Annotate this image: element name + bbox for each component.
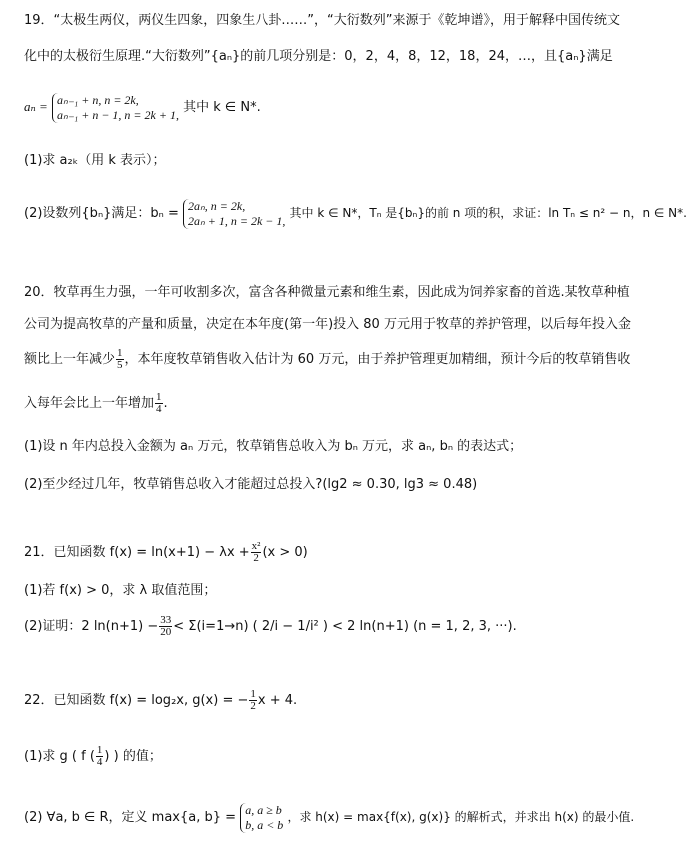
q22-max-case-1: a, a ≥ b <box>245 802 282 817</box>
q20-line-2: 公司为提高牧草的产量和质量，决定在本年度(第一年)投入 80 万元用于牧草的养护管理，以后每年投入金 <box>24 317 631 332</box>
q19-line-2: 化中的太极衍生原理.“大衍数列”{aₙ}的前几项分别是：0，2，4，8，12，18，24，…，且{aₙ}满足 <box>24 49 613 64</box>
q21-part-2-b: < Σ(i=1→n) ( 2/i − 1/i² ) < 2 ln(n+1) (n = 1, 2, 3, ···). <box>173 619 517 634</box>
q22-part-1 <box>24 742 162 772</box>
q22-line-1-a: 22．已知函数 f(x) = log₂x, g(x) = − <box>24 693 249 708</box>
q22-fraction-one-half <box>249 689 257 712</box>
q21-frac-num: x² <box>251 540 261 552</box>
q22-max-case-2: b, a < b <box>245 817 284 832</box>
q21-frac-den: 2 <box>253 552 259 564</box>
q20-fraction-one-quarter <box>155 392 163 415</box>
q20-line-3 <box>24 346 630 374</box>
q19-bn-case-odd: 2aₙ + 1, n = 2k − 1, <box>188 213 286 228</box>
q19-bn-case-even: 2aₙ, n = 2k, <box>188 198 246 213</box>
q20-line-4-a: 入每年会比上一年增加 <box>24 396 155 411</box>
q22-frac-num: 1 <box>250 688 256 700</box>
q19-recurrence <box>24 90 261 125</box>
q21-part-1: (1)若 f(x) > 0，求 λ 取值范围； <box>24 583 217 598</box>
q22-frac-den: 2 <box>250 700 256 712</box>
q19-line-1: 19．“太极生两仪，两仪生四象，四象生八卦……”，“大衍数列”来源于《乾坤谱》，用于解释中国传统文 <box>24 13 620 28</box>
q22-frac2-den: 4 <box>96 756 103 768</box>
q19-part-2-head: (2)设数列{bₙ}满足：bₙ = <box>24 206 179 221</box>
q21-part-2-a: (2)证明：2 ln(n+1) − <box>24 619 159 634</box>
q20-frac2-num: 1 <box>156 391 162 403</box>
q20-line-4-b: . <box>163 396 168 411</box>
q21-frac2-num: 33 <box>160 614 172 626</box>
q19-recurrence-lhs: aₙ = <box>24 99 48 114</box>
q22-max-cases <box>240 803 283 833</box>
q21-fraction-33-over-20 <box>159 615 172 638</box>
q21-line-1-a: 21．已知函数 f(x) = ln(x+1) − λx + <box>24 545 250 560</box>
q22-part-2 <box>24 800 634 835</box>
q22-frac2-num: 1 <box>96 744 103 756</box>
q21-part-2 <box>24 612 517 642</box>
q20-line-3-b: ，本年度牧草销售收入估计为 60 万元，由于养护管理更加精细，预计今后的牧草销售收 <box>124 352 631 367</box>
q21-fraction-x2-over-2 <box>251 541 262 564</box>
q20-part-1: (1)设 n 年内总投入金额为 aₙ 万元，牧草销售总收入为 bₙ 万元，求 aₙ, bₙ 的表达式； <box>24 439 523 454</box>
q19-case-even: aₙ₋₁ + n, n = 2k, <box>56 92 139 107</box>
q20-frac2-den: 4 <box>156 403 162 415</box>
q22-part-2-tail: ，求 h(x) = max{f(x), g(x)} 的解析式，并求出 h(x) 的最小值. <box>287 810 635 824</box>
q20-fraction-one-fifth <box>116 348 124 371</box>
q22-fraction-one-quarter <box>96 745 104 768</box>
q20-line-3-a: 额比上一年减少 <box>24 352 116 367</box>
q20-frac1-den: 5 <box>117 359 123 371</box>
q22-part-1-a: (1)求 g ( f ( <box>24 749 95 764</box>
q19-part-2-tail: 其中 k ∈ N*，Tₙ 是{bₙ}的前 n 项的积，求证：ln Tₙ ≤ n² − n，n ∈ N*. <box>289 206 687 220</box>
q21-line-1-b: (x > 0) <box>262 545 308 560</box>
q21-frac2-den: 20 <box>160 626 172 638</box>
q19-part-1: (1)求 a₂ₖ（用 k 表示）； <box>24 153 166 168</box>
q22-line-1-b: x + 4. <box>257 693 298 708</box>
q20-line-1: 20．牧草再生力强，一年可收割多次，富含各种微量元素和维生素，因此成为饲养家畜的首选.某牧草种植 <box>24 285 630 300</box>
q22-part-2-head: (2) ∀a, b ∈ R，定义 max{a, b} = <box>24 810 237 825</box>
q19-recurrence-tail: 其中 k ∈ N*. <box>183 100 261 115</box>
q20-part-2: (2)至少经过几年，牧草销售总收入才能超过总投入?(lg2 ≈ 0.30, lg3 ≈ 0.48) <box>24 477 478 492</box>
q20-line-4 <box>24 390 168 418</box>
q21-line-1 <box>24 538 308 568</box>
q20-frac1-num: 1 <box>117 347 123 359</box>
q19-recurrence-cases <box>52 93 179 123</box>
q19-part-2 <box>24 196 687 231</box>
q19-case-odd: aₙ₋₁ + n − 1, n = 2k + 1, <box>56 107 179 122</box>
q19-bn-cases <box>183 199 285 229</box>
q22-line-1 <box>24 686 297 716</box>
q22-part-1-b: ) ) 的值； <box>104 749 162 764</box>
